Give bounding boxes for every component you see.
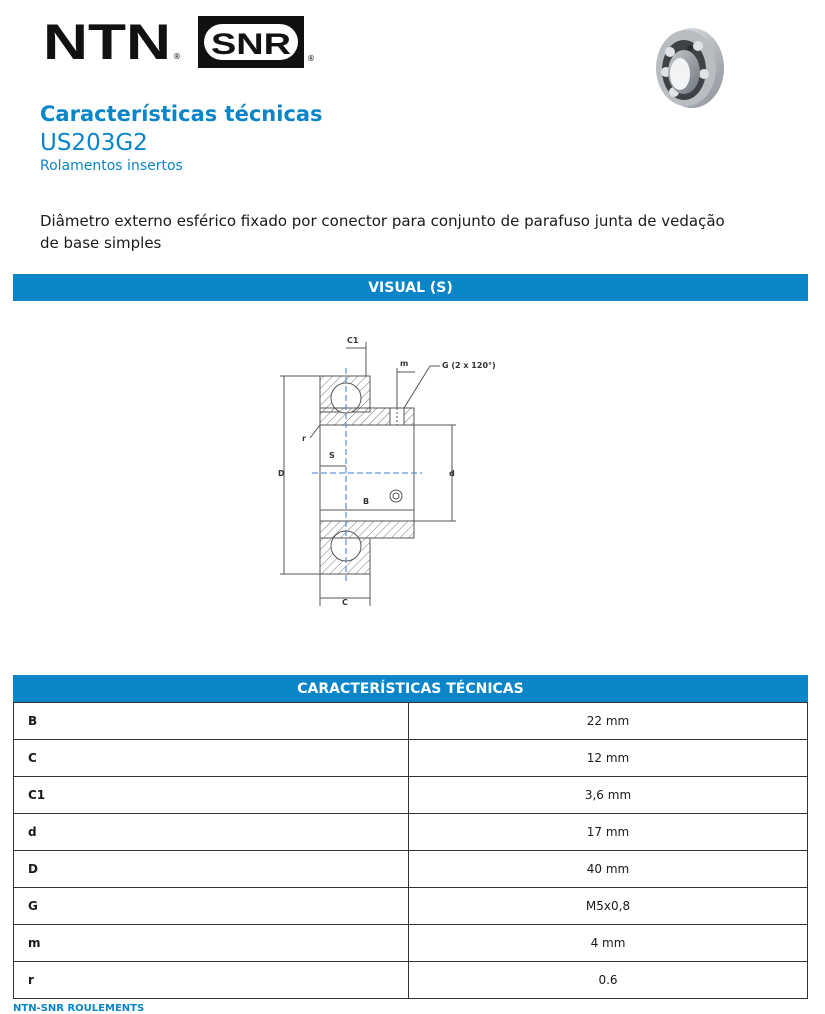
spec-key: C xyxy=(14,740,409,777)
spec-row xyxy=(14,888,808,925)
label-d-outer: D xyxy=(278,469,285,478)
spec-value: 0.6 xyxy=(409,962,808,999)
spec-value: M5x0,8 xyxy=(409,888,808,925)
spec-key: B xyxy=(14,703,409,740)
specs-table xyxy=(13,702,808,999)
page-title: Características técnicas xyxy=(40,102,323,126)
svg-text:®: ® xyxy=(307,54,315,63)
product-family: Rolamentos insertos xyxy=(40,158,183,174)
spec-row xyxy=(14,777,808,814)
spec-row xyxy=(14,962,808,999)
ntn-logo xyxy=(43,16,183,66)
spec-key: D xyxy=(14,851,409,888)
spec-key: m xyxy=(14,925,409,962)
svg-text:®: ® xyxy=(173,52,181,61)
label-c1: C1 xyxy=(347,336,359,345)
visual-section-header: VISUAL (S) xyxy=(13,274,808,301)
label-g: G (2 x 120°) xyxy=(442,361,496,370)
spec-row xyxy=(14,851,808,888)
spec-value: 4 mm xyxy=(409,925,808,962)
label-c: C xyxy=(342,598,348,607)
snr-logo xyxy=(198,16,316,68)
svg-text:SNR: SNR xyxy=(211,28,292,61)
spec-row xyxy=(14,703,808,740)
spec-value: 12 mm xyxy=(409,740,808,777)
product-description: Diâmetro externo esférico fixado por conector para conjunto de parafuso junta de vedação de base simples xyxy=(40,212,725,252)
specs-section-header: CARACTERÍSTICAS TÉCNICAS xyxy=(13,675,808,702)
spec-key: r xyxy=(14,962,409,999)
spec-key: C1 xyxy=(14,777,409,814)
spec-value: 22 mm xyxy=(409,703,808,740)
label-r: r xyxy=(302,434,306,443)
footer-text: NTN-SNR ROULEMENTS xyxy=(13,1003,145,1014)
svg-text:NTN: NTN xyxy=(43,16,171,66)
label-m: m xyxy=(400,359,409,368)
label-d-inner: d xyxy=(449,469,455,478)
label-s: S xyxy=(329,451,335,460)
bearing-product-image xyxy=(640,22,730,112)
spec-key: d xyxy=(14,814,409,851)
bearing-technical-drawing xyxy=(270,328,510,613)
spec-row xyxy=(14,814,808,851)
spec-key: G xyxy=(14,888,409,925)
label-b: B xyxy=(363,497,370,506)
product-reference: US203G2 xyxy=(40,130,148,156)
spec-row xyxy=(14,925,808,962)
spec-value: 17 mm xyxy=(409,814,808,851)
spec-value: 3,6 mm xyxy=(409,777,808,814)
inner-ring-bottom xyxy=(320,521,414,538)
spec-value: 40 mm xyxy=(409,851,808,888)
spec-row xyxy=(14,740,808,777)
